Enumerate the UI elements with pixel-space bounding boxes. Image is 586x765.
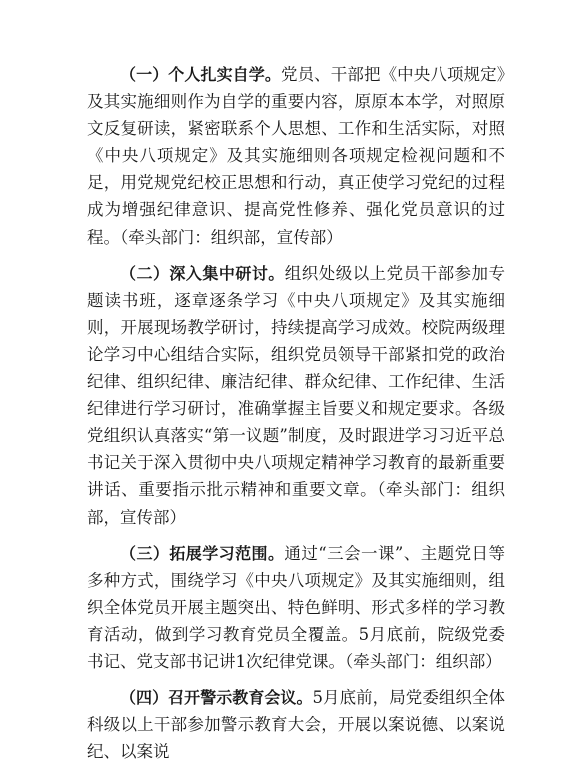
paragraph-heading: （四）召开警示教育会议。 <box>120 688 313 708</box>
paragraph-heading: （二）深入集中研讨。 <box>120 263 285 283</box>
paragraph-expand-scope <box>87 540 505 675</box>
paragraph-heading: （一）个人扎实自学。 <box>120 65 281 84</box>
document-body <box>87 61 505 765</box>
paragraph-heading: （三）拓展学习范围。 <box>120 543 285 563</box>
paragraph-individual-study <box>87 61 505 251</box>
paragraph-text: 党员、干部把《中央八项规定》及其实施细则作为自学的重要内容，原原本本学，对照原文反复研读，紧密联系个人思想、工作和生活实际，对照《中央八项规定》及其实施细则各项规定检视问题和不足，用党规党纪校正思想和行动，真正使学习党纪的过程成为增强纪律意识、提高党性修养、强化党员意识的过程。（牵头部门：组织部，宣传部） <box>87 65 505 247</box>
paragraph-text: 组织处级以上党员干部参加专题读书班，逐章逐条学习《中央八项规定》及其实施细则，开展现场教学研讨，持续提高学习成效。校院两级理论学习中心组结合实际，组织党员领导干部紧扣党的政治纪律、组织纪律、廉洁纪律、群众纪律、工作纪律、生活纪律进行学习研讨，准确掌握主旨要义和规定要求。各级党组织认真落实“第一议题”制度，及时跟进学习习近平总书记关于深入贯彻中央八项规定精神学习教育的最新重要讲话、重要指示批示精神和重要文章。（牵头部门：组织部，宣传部） <box>87 263 505 527</box>
paragraph-warning-meeting <box>87 684 505 765</box>
paragraph-text: 5月底前，局党委组织全体科级以上干部参加警示教育大会，开展以案说德、以案说纪、以案说 <box>87 688 505 762</box>
paragraph-text: 通过“三会一课”、主题党日等多种方式，围绕学习《中央八项规定》及其实施细则，组织全体党员开展主题突出、特色鲜明、形式多样的学习教育活动，做到学习教育党员全覆盖。5月底前，院级党委书记、党支部书记讲1次纪律党课。（牵头部门：组织部） <box>87 543 505 671</box>
paragraph-group-discussion <box>87 260 505 531</box>
